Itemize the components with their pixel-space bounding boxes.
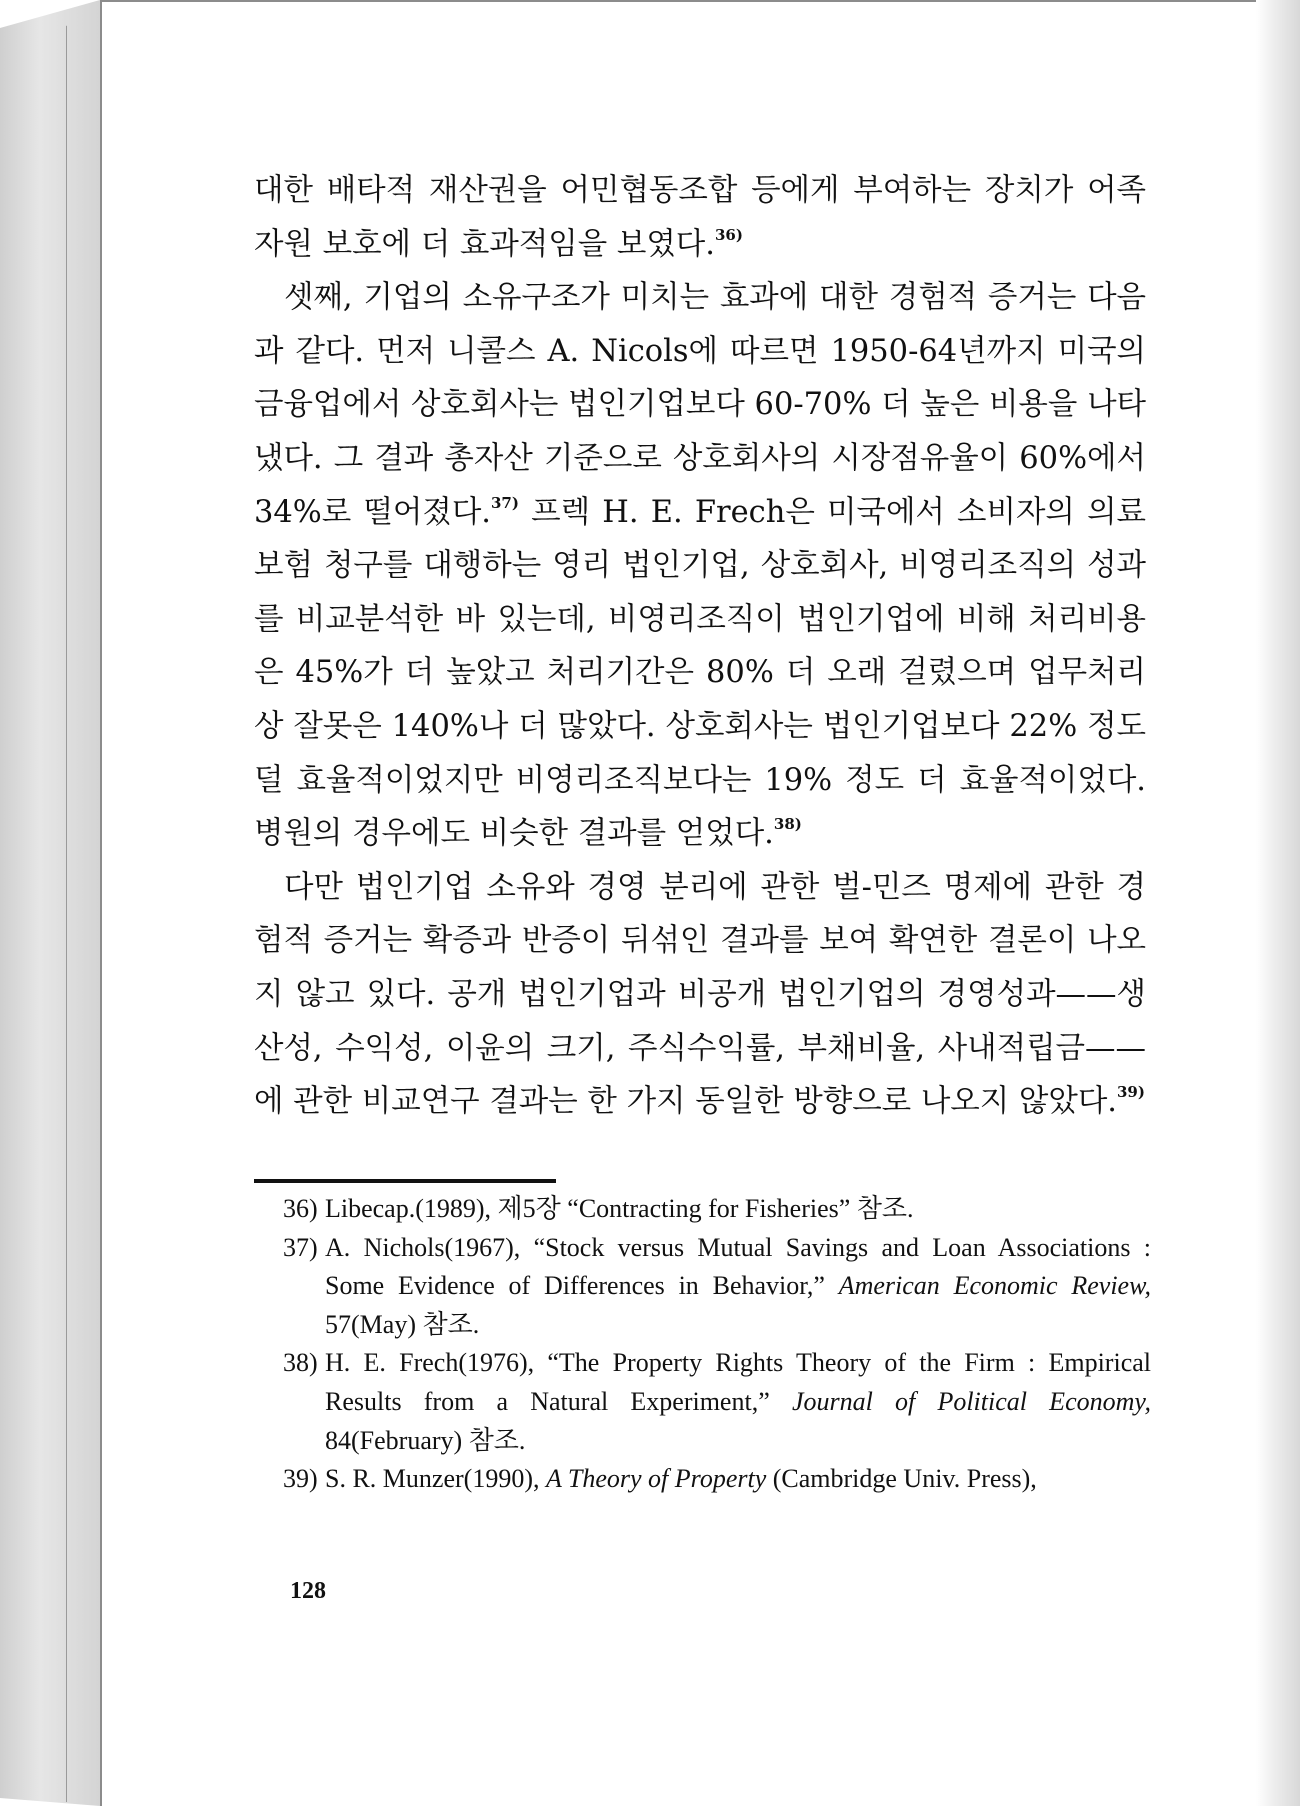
footnote-book-title: A Theory of Property [545,1464,767,1494]
footnote-citation: Libecap.(1989), 제5장 “Contracting for Fisheries” 참조. [325,1194,914,1223]
footnote-ref-38: 38) [773,815,802,834]
paragraph-2 [254,271,1146,861]
footnote-text [325,1460,1151,1499]
footnote-ref-37: 37) [490,493,519,512]
footnote-number: 38) [283,1348,318,1378]
footnote-journal-title: Journal of Political Economy, [791,1386,1151,1416]
paragraph-3 [254,861,1146,1129]
paragraph-1 [254,164,1146,271]
footnote-citation-tail: 57(May) 참조. [325,1309,480,1339]
footnote-citation-tail: (Cambridge Univ. Press), [766,1464,1037,1494]
paragraph-2-text-a: 셋째, 기업의 소유구조가 미치는 효과에 대한 경험적 증거는 다음과 같다. 먼저 니콜스 A. Nicols에 따르면 1950-64년까지 미국의 금융업에서 상호회사는 법인기업보다 60-70% 더 높은 비용을 나타냈다. 그 결과 총자산 기준으로 상호회사의 시장점유율이 60%에서 34%로 떨어졌다. [254,280,1146,530]
footnote-citation: S. R. Munzer(1990), [325,1464,546,1494]
footnote-separator-rule [254,1179,556,1183]
footnote-38 [283,1344,1151,1460]
page-edge-shadow-right [1256,0,1300,1806]
footnote-37 [283,1229,1151,1345]
page-stack-edge-line [66,10,103,1802]
footnote-text [325,1344,1151,1460]
footnote-number: 37) [283,1232,318,1262]
footnote-ref-39: 39) [1117,1083,1145,1102]
footnote-number: 36) [283,1194,318,1223]
body-text [254,164,1146,1129]
footnote-36 [283,1190,1151,1229]
paragraph-1-text: 대한 배타적 재산권을 어민협동조합 등에게 부여하는 장치가 어족자원 보호에 더 효과적임을 보였다. [254,173,1146,262]
footnote-text [325,1229,1151,1345]
footnote-citation: A. Nichols(1967), “Stock versus Mutual Savings and Loan Associations : Some Evidence of Differences in Behavior,” [325,1232,1151,1301]
page-number: 128 [290,1578,326,1604]
footnote-citation: H. E. Frech(1976), “The Property Rights Theory of the Firm : Empirical Results from a Natural Experiment,” [325,1348,1151,1416]
footnote-text [325,1190,1151,1229]
footnote-number: 39) [283,1464,318,1494]
paragraph-2-text-b: 프렉 H. E. Frech은 미국에서 소비자의 의료보험 청구를 대행하는 영리 법인기업, 상호회사, 비영리조직의 성과를 비교분석한 바 있는데, 비영리조직이 법인기업에 비해 처리비용은 45%가 더 높았고 처리기간은 80% 더 오래 걸렸으며 업무처리상 잘못은 140%나 더 많았다. 상호회사는 법인기업보다 22% 정도 덜 효율적이었지만 비영리조직보다는 19% 정도 더 효율적이었다. 병원의 경우에도 비슷한 결과를 얻었다. [254,494,1146,852]
footnote-ref-36: 36) [714,225,743,244]
footnotes [283,1190,1151,1499]
footnote-39 [283,1460,1151,1499]
footnote-citation-tail: 84(February) 참조. [325,1425,526,1455]
footnote-journal-title: American Economic Review, [838,1271,1151,1301]
paragraph-3-text: 다만 법인기업 소유와 경영 분리에 관한 벌-민즈 명제에 관한 경험적 증거는 확증과 반증이 뒤섞인 결과를 보여 확연한 결론이 나오지 않고 있다. 공개 법인기업과 비공개 법인기업의 경영성과——생산성, 수익성, 이윤의 크기, 주식수익률, 부채비율, 사내적립금——에 관한 비교연구 결과는 한 가지 동일한 방향으로 나오지 않았다. [254,869,1146,1120]
